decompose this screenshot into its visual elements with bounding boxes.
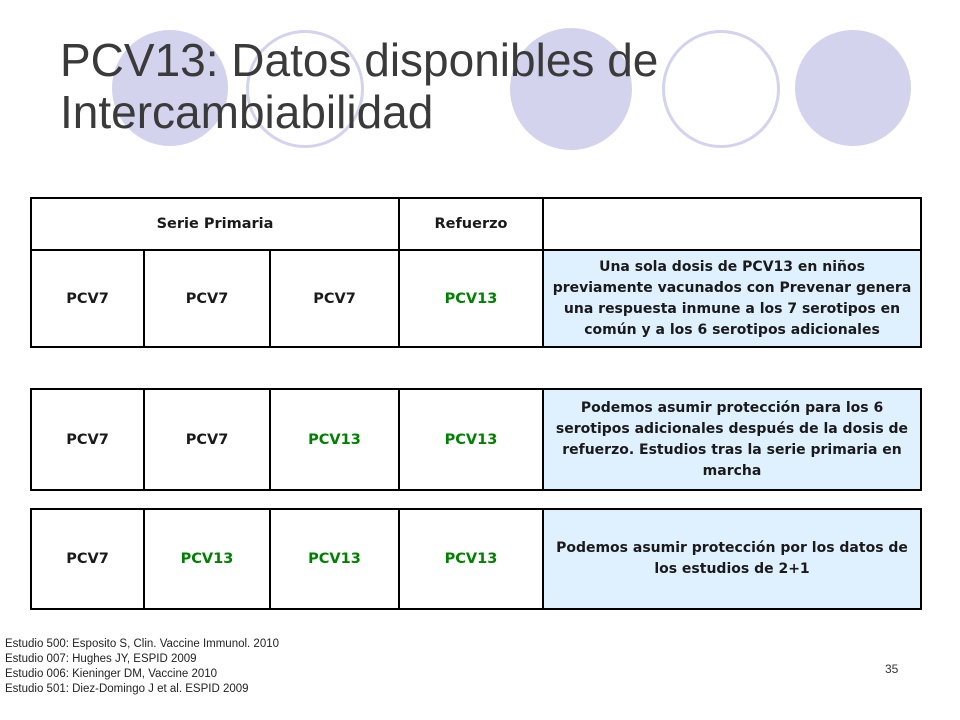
note-cell: Una sola dosis de PCV13 en niños previamente vacunados con Prevenar genera una respuesta inmune a los 7 serotipos en común y a los 6 serotipos adicionales: [543, 250, 921, 347]
dose-cell: PCV13: [399, 250, 543, 347]
table-row: [31, 509, 921, 609]
dose-cell: PCV7: [270, 250, 399, 347]
dose-cell: PCV7: [144, 389, 270, 490]
dose-cell: PCV13: [144, 509, 270, 609]
header-primary-series: Serie Primaria: [31, 198, 399, 250]
note-cell: Podemos asumir protección para los 6 serotipos adicionales después de la dosis de refuerzo. Estudios tras la serie primaria en marcha: [543, 389, 921, 490]
table-header-row: [31, 198, 921, 250]
dose-cell: PCV13: [270, 389, 399, 490]
slide-title-line-1: PCV13: Datos disponibles de: [60, 34, 659, 86]
dose-cell: PCV13: [270, 509, 399, 609]
reference-line: Estudio 500: Esposito S, Clin. Vaccine Immunol. 2010: [5, 638, 280, 650]
header-booster: Refuerzo: [399, 198, 543, 250]
reference-line: Estudio 007: Hughes JY, ESPID 2009: [5, 653, 197, 665]
header-empty: [543, 198, 921, 250]
dose-cell: PCV13: [399, 389, 543, 490]
note-cell: Podemos asumir protección por los datos de los estudios de 2+1: [543, 509, 921, 609]
reference-line: Estudio 006: Kieninger DM, Vaccine 2010: [5, 668, 218, 680]
table-row: [31, 250, 921, 347]
dose-cell: PCV7: [31, 250, 144, 347]
dose-cell: PCV13: [399, 509, 543, 609]
schedule-table-2: [30, 388, 922, 491]
slide-number: 35: [885, 662, 899, 676]
slide-title-line-2: Intercambiabilidad: [60, 86, 434, 138]
reference-line: Estudio 501: Diez-Domingo J et al. ESPID 2009: [5, 683, 249, 695]
table-row: [31, 389, 921, 490]
schedule-table-1: [30, 197, 922, 348]
schedule-table-3: [30, 508, 922, 610]
dose-cell: PCV7: [31, 509, 144, 609]
references: [5, 637, 279, 697]
slide-title: [60, 34, 920, 138]
dose-cell: PCV7: [144, 250, 270, 347]
dose-cell: PCV7: [31, 389, 144, 490]
